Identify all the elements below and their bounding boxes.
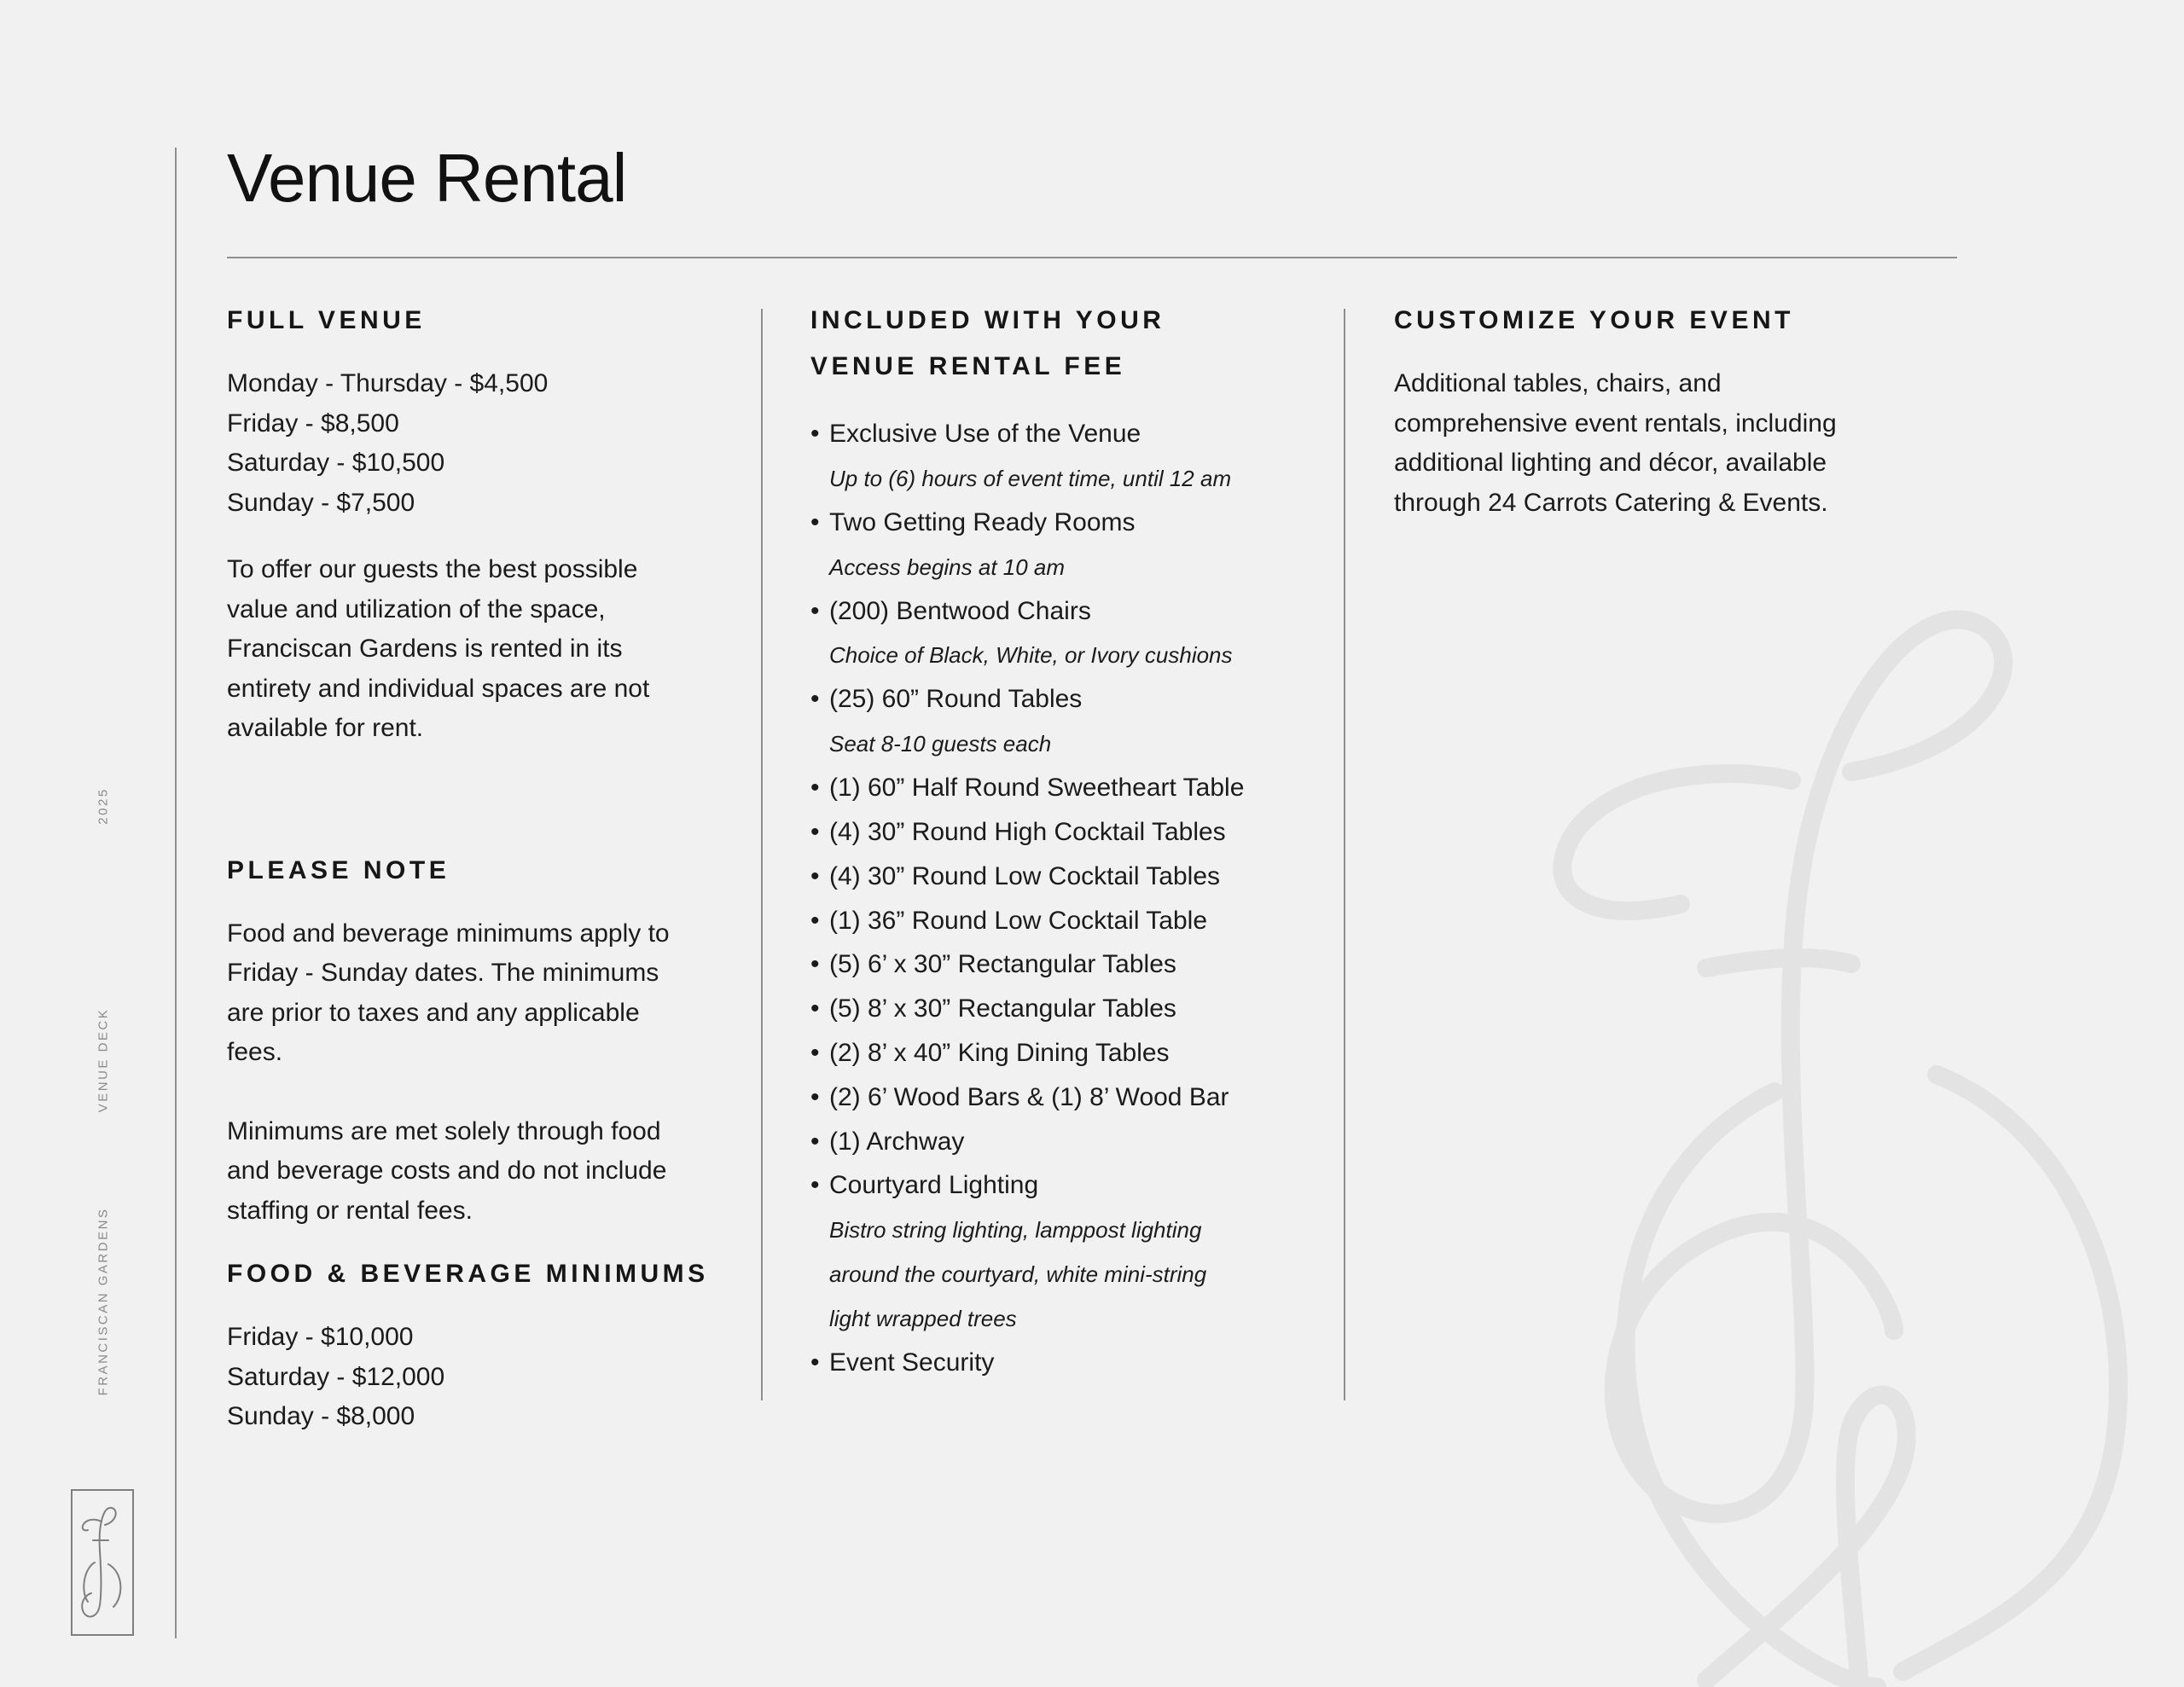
included-item-label: Courtyard Lighting xyxy=(829,1171,1039,1200)
bullet-icon: • xyxy=(810,1348,820,1377)
please-note-paragraph-1 xyxy=(227,914,739,1073)
column-full-venue xyxy=(227,298,739,1437)
text-line: Friday - Sunday dates. The minimums xyxy=(227,959,659,987)
included-item xyxy=(810,987,1331,1031)
text-line: through 24 Carrots Catering & Events. xyxy=(1394,488,1828,517)
bullet-icon: • xyxy=(810,1038,820,1067)
included-list xyxy=(810,412,1331,1385)
included-item-label: (1) 36” Round Low Cocktail Table xyxy=(829,906,1208,935)
text-line: To offer our guests the best possible xyxy=(227,555,638,583)
bullet-icon: • xyxy=(810,507,820,536)
included-heading-line-1: INCLUDED WITH YOUR xyxy=(810,306,1165,334)
included-item-label: (5) 8’ x 30” Rectangular Tables xyxy=(829,994,1176,1023)
column-customize xyxy=(1394,298,1923,523)
price-line: Sunday - $7,500 xyxy=(227,488,415,517)
included-item xyxy=(810,1031,1331,1075)
column-divider-2 xyxy=(1344,309,1345,1400)
included-item-label: Exclusive Use of the Venue xyxy=(829,420,1141,448)
included-item-label: (4) 30” Round Low Cocktail Tables xyxy=(829,861,1221,890)
included-item-label: (200) Bentwood Chairs xyxy=(829,596,1091,625)
included-item-label: (2) 6’ Wood Bars & (1) 8’ Wood Bar xyxy=(829,1082,1229,1111)
included-heading-line-2: VENUE RENTAL FEE xyxy=(810,352,1126,380)
included-item-label: (5) 6’ x 30” Rectangular Tables xyxy=(829,950,1176,979)
bullet-icon: • xyxy=(810,950,820,979)
text-line: Franciscan Gardens is rented in its xyxy=(227,635,623,663)
included-item-label: (4) 30” Round High Cocktail Tables xyxy=(829,817,1226,846)
minimum-line: Sunday - $8,000 xyxy=(227,1402,415,1430)
included-item xyxy=(810,677,1331,766)
bullet-icon: • xyxy=(810,1082,820,1111)
included-item xyxy=(810,766,1331,810)
text-line: additional lighting and décor, available xyxy=(1394,449,1827,477)
customize-description xyxy=(1394,364,1923,523)
included-item xyxy=(810,855,1331,899)
included-item xyxy=(810,810,1331,855)
included-item-label: (1) Archway xyxy=(829,1127,965,1156)
sidebar-divider xyxy=(175,148,177,1638)
sidebar-brand-label: FRANCISCAN GARDENS xyxy=(96,1207,111,1396)
bullet-icon: • xyxy=(810,420,820,448)
included-item-label: Event Security xyxy=(829,1348,995,1377)
minimum-line: Friday - $10,000 xyxy=(227,1323,414,1351)
full-venue-heading: FULL VENUE xyxy=(227,306,426,334)
bullet-icon: • xyxy=(810,994,820,1023)
text-line: Minimums are met solely through food xyxy=(227,1116,661,1145)
fb-minimums-heading: FOOD & BEVERAGE MINIMUMS xyxy=(227,1260,709,1288)
included-item xyxy=(810,1341,1331,1385)
please-note-heading: PLEASE NOTE xyxy=(227,855,450,884)
please-note-paragraph-2 xyxy=(227,1112,739,1232)
title-rule xyxy=(227,257,1957,258)
included-item-label: (2) 8’ x 40” King Dining Tables xyxy=(829,1038,1170,1067)
included-item xyxy=(810,942,1331,987)
text-line: value and utilization of the space, xyxy=(227,594,606,623)
customize-heading: CUSTOMIZE YOUR EVENT xyxy=(1394,306,1794,334)
included-item-note: Choice of Black, White, or Ivory cushions xyxy=(829,642,1233,669)
monogram-watermark xyxy=(1519,597,2184,1687)
minimum-line: Saturday - $12,000 xyxy=(227,1362,445,1391)
included-item xyxy=(810,501,1331,589)
text-line: and beverage costs and do not include xyxy=(227,1157,667,1185)
bullet-icon: • xyxy=(810,774,820,803)
text-line: staffing or rental fees. xyxy=(227,1196,473,1225)
included-item-note: Access begins at 10 am xyxy=(829,554,1066,580)
included-item xyxy=(810,899,1331,943)
bullet-icon: • xyxy=(810,861,820,890)
included-item-label: Two Getting Ready Rooms xyxy=(829,507,1136,536)
included-item-note: Up to (6) hours of event time, until 12 am xyxy=(829,465,1232,491)
price-line: Saturday - $10,500 xyxy=(227,449,445,477)
price-line: Monday - Thursday - $4,500 xyxy=(227,369,549,397)
included-item xyxy=(810,412,1331,501)
text-line: Additional tables, chairs, and xyxy=(1394,369,1722,397)
included-item xyxy=(810,1120,1331,1164)
bullet-icon: • xyxy=(810,1127,820,1156)
monogram-logo xyxy=(71,1489,134,1636)
price-line: Friday - $8,500 xyxy=(227,409,399,438)
sidebar-year: 2025 xyxy=(96,787,111,825)
included-item xyxy=(810,1163,1331,1341)
text-line: Food and beverage minimums apply to xyxy=(227,919,670,948)
text-line: available for rent. xyxy=(227,714,424,742)
bullet-icon: • xyxy=(810,685,820,714)
text-line: are prior to taxes and any applicable xyxy=(227,998,640,1027)
sidebar-deck-label: VENUE DECK xyxy=(96,1007,111,1113)
text-line: fees. xyxy=(227,1038,283,1066)
text-line: comprehensive event rentals, including xyxy=(1394,409,1837,438)
included-item-note: around the courtyard, white mini-string xyxy=(829,1261,1207,1288)
included-item xyxy=(810,589,1331,678)
full-venue-description xyxy=(227,550,739,749)
included-item-label: (1) 60” Half Round Sweetheart Table xyxy=(829,774,1245,803)
included-item-note: Seat 8-10 guests each xyxy=(829,731,1052,757)
bullet-icon: • xyxy=(810,1171,820,1200)
bullet-icon: • xyxy=(810,906,820,935)
bullet-icon: • xyxy=(810,596,820,625)
full-venue-prices xyxy=(227,364,739,523)
included-item-note: light wrapped trees xyxy=(829,1306,1017,1332)
included-item-label: (25) 60” Round Tables xyxy=(829,685,1083,714)
text-line: entirety and individual spaces are not xyxy=(227,674,650,703)
included-item xyxy=(810,1075,1331,1120)
bullet-icon: • xyxy=(810,817,820,846)
page-title: Venue Rental xyxy=(227,140,627,216)
included-item-note: Bistro string lighting, lamppost lighting xyxy=(829,1217,1202,1244)
column-divider-1 xyxy=(761,309,763,1400)
fb-minimums-list xyxy=(227,1318,739,1437)
column-included xyxy=(810,298,1331,1385)
